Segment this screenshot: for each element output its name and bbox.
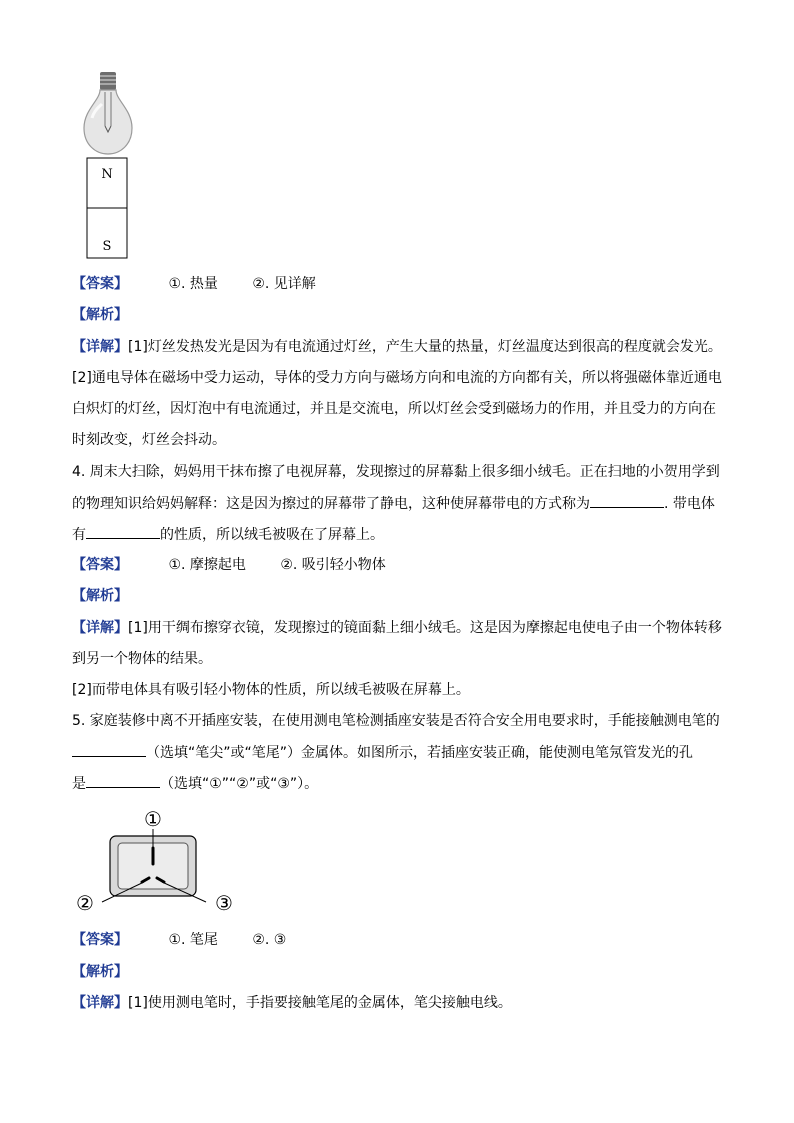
question-4-line	[72, 493, 715, 514]
answer-row-4	[72, 555, 386, 575]
socket-label-1: ①	[144, 808, 162, 831]
answer-item: ②. 吸引轻小物体	[280, 557, 386, 573]
analysis-label: 【解析】	[72, 588, 128, 604]
detail-text: [1]用干绸布擦穿衣镜，发现擦过的镜面黏上细小绒毛。这是因为摩擦起电使电子由一个物体转移	[128, 620, 722, 636]
answer-blank[interactable]	[86, 773, 160, 788]
analysis-tag	[72, 962, 128, 982]
analysis-tag	[72, 305, 128, 325]
magnet-south-label: S	[102, 239, 112, 254]
answer-item: ②. 见详解	[252, 276, 316, 292]
question-4-line	[72, 524, 384, 545]
detail-text: [1]使用测电笔时，手指要接触笔尾的金属体，笔尖接触电线。	[128, 995, 512, 1011]
answer-tag: 【答案】	[72, 557, 128, 573]
answer-row-5	[72, 930, 286, 950]
question-5-line	[72, 773, 318, 794]
question-text: . 带电体	[664, 496, 715, 512]
answer-row-3	[72, 274, 316, 294]
detail-tag: 【详解】	[72, 995, 128, 1011]
answer-item: ①. 笔尾	[168, 932, 218, 948]
detail-line	[72, 337, 722, 357]
answer-tag: 【答案】	[72, 276, 128, 292]
detail-line: 时刻改变，灯丝会抖动。	[72, 432, 226, 448]
socket-figure	[72, 808, 242, 918]
question-text: 有	[72, 527, 86, 543]
answer-tag: 【答案】	[72, 932, 128, 948]
answer-item: ②. ③	[252, 932, 287, 948]
detail-tag: 【详解】	[72, 620, 128, 636]
question-text: （选填“笔尖”或“笔尾”）金属体。如图所示，若插座安装正确，能使测电笔氖管发光的孔	[146, 745, 694, 761]
question-text: 的性质，所以绒毛被吸在了屏幕上。	[160, 527, 384, 543]
question-text: 的物理知识给妈妈解释：这是因为擦过的屏幕带了静电，这种使屏幕带电的方式称为	[72, 496, 590, 512]
detail-line: [2]而带电体具有吸引轻小物体的性质，所以绒毛被吸在屏幕上。	[72, 682, 470, 698]
socket-label-2: ②	[76, 891, 94, 915]
detail-line	[72, 618, 722, 638]
question-text: 是	[72, 776, 86, 792]
bulb-magnet-drawing	[78, 70, 148, 260]
detail-line: 白炽灯的灯丝，因灯泡中有电流通过，并且是交流电，所以灯丝会受到磁场力的作用，并且受力的方向在	[72, 401, 716, 417]
analysis-label: 【解析】	[72, 964, 128, 980]
question-4-line: 4. 周末大扫除，妈妈用干抹布擦了电视屏幕，发现擦过的屏幕黏上很多细小绒毛。正在扫地的小贺用学到	[72, 464, 720, 480]
analysis-tag	[72, 586, 128, 606]
answer-blank[interactable]	[72, 742, 146, 757]
answer-item: ①. 热量	[168, 276, 218, 292]
question-5-line	[72, 742, 693, 763]
detail-line: [2]通电导体在磁场中受力运动，导体的受力方向与磁场方向和电流的方向都有关，所以将强磁体靠近通电	[72, 370, 722, 386]
question-5-line: 5. 家庭装修中离不开插座安装，在使用测电笔检测插座安装是否符合安全用电要求时，手能接触测电笔的	[72, 713, 720, 729]
answer-blank[interactable]	[590, 493, 664, 508]
socket-label-3: ③	[215, 891, 233, 915]
analysis-label: 【解析】	[72, 307, 128, 323]
detail-line: 到另一个物体的结果。	[72, 651, 212, 667]
detail-text: [1]灯丝发热发光是因为有电流通过灯丝，产生大量的热量，灯丝温度达到很高的程度就会发光。	[128, 339, 722, 355]
socket-drawing	[72, 808, 242, 918]
answer-blank[interactable]	[86, 524, 160, 539]
magnet-north-label: N	[101, 167, 113, 182]
answer-item: ①. 摩擦起电	[168, 557, 246, 573]
question-text: （选填“①”“②”或“③”）。	[160, 776, 319, 792]
detail-line	[72, 993, 512, 1013]
bulb-magnet-figure	[78, 70, 148, 260]
detail-tag: 【详解】	[72, 339, 128, 355]
